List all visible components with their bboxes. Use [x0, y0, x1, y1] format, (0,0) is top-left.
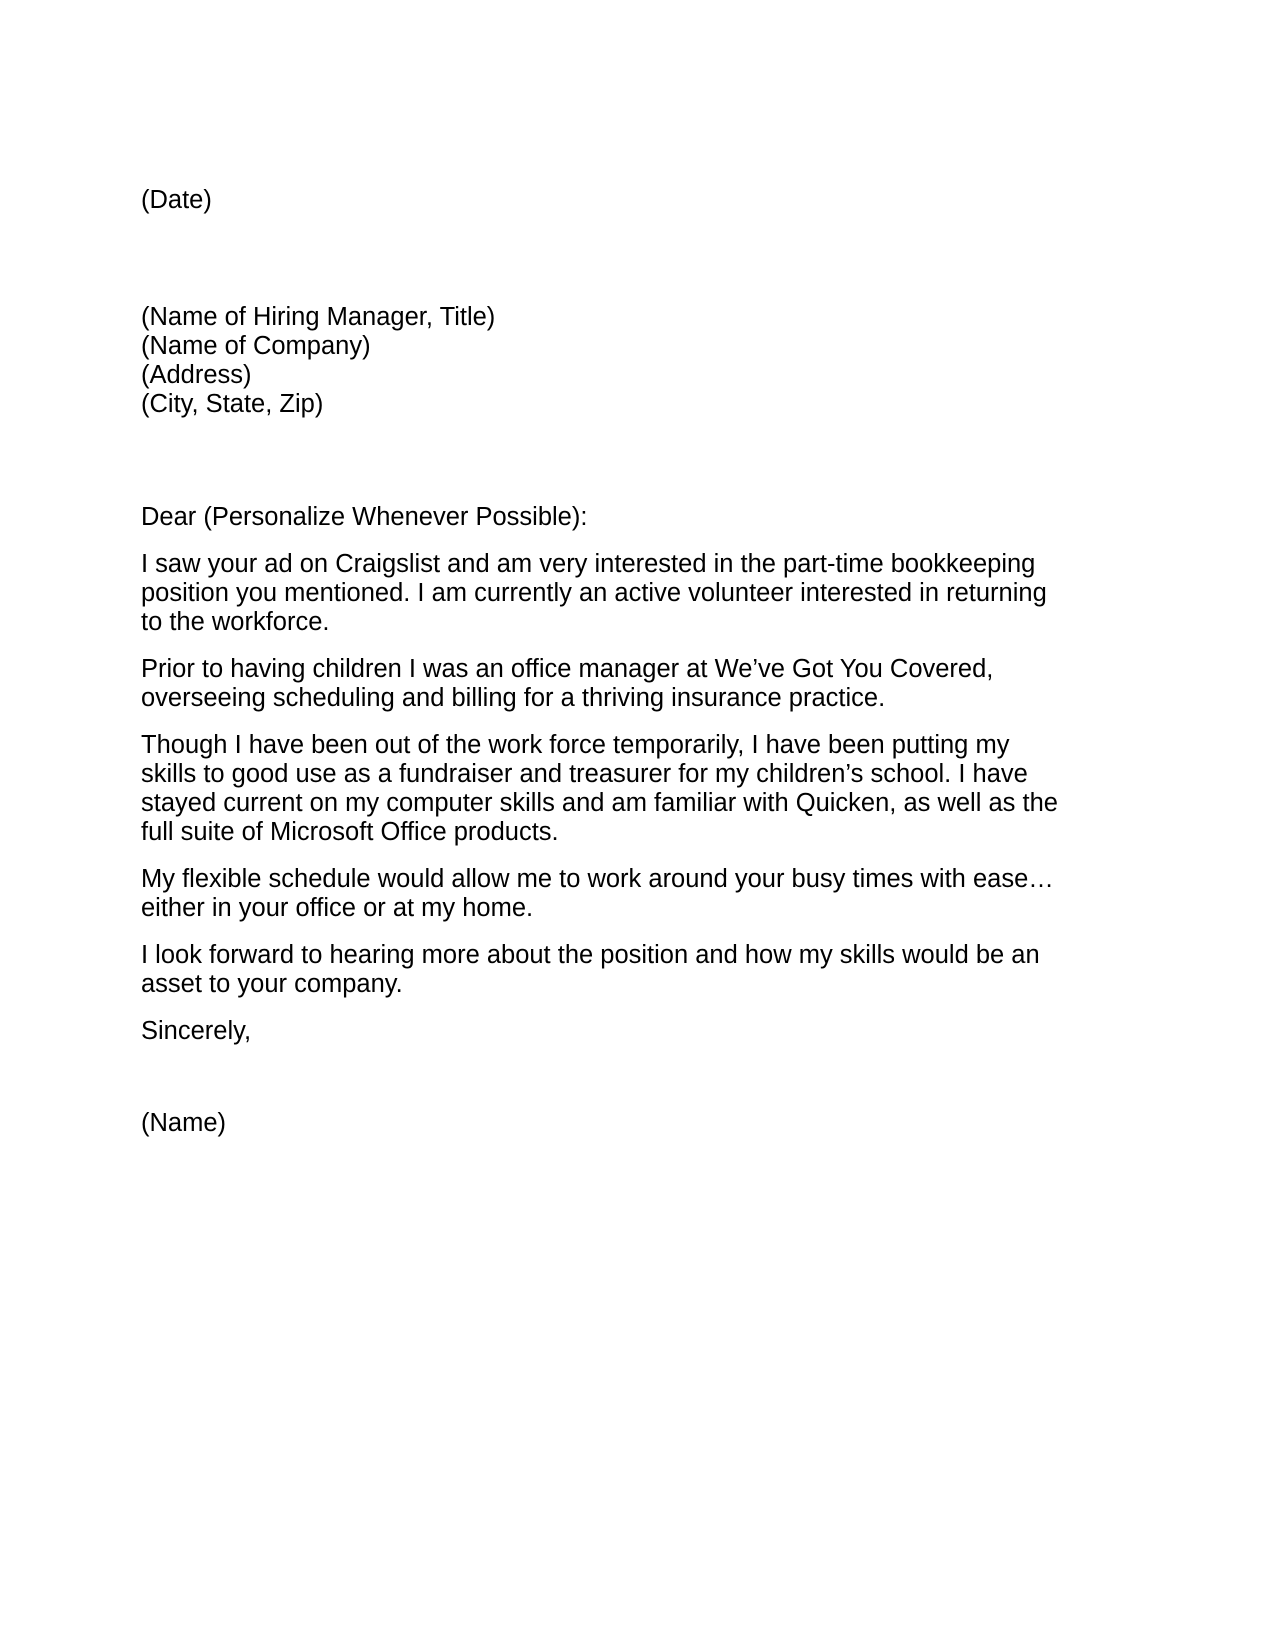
date-placeholder: (Date) — [141, 186, 212, 214]
letter-body — [141, 186, 1071, 1138]
signature-name-placeholder: (Name) — [141, 1109, 227, 1137]
body-paragraph-5: I look forward to hearing more about the position and how my skills would be an asset to your company. — [141, 941, 1040, 998]
recipient-line-manager: (Name of Hiring Manager, Title) — [141, 303, 496, 331]
spacer-paragraph-4 — [141, 923, 1071, 941]
recipient-line-city-state-zip: (City, State, Zip) — [141, 390, 324, 418]
spacer-paragraph-3 — [141, 847, 1071, 865]
body-paragraph-4: My flexible schedule would allow me to work around your busy times with ease…either in your office or at my home. — [141, 865, 1054, 922]
body-paragraph-1: I saw your ad on Craigslist and am very interested in the part-time bookkeeping position you mentioned. I am currently an active volunteer interested in returning to the workforce. — [141, 550, 1047, 636]
spacer-paragraph-5 — [141, 999, 1071, 1017]
body-paragraph-2: Prior to having children I was an office manager at We’ve Got You Covered, overseeing scheduling and billing for a thriving insurance practice. — [141, 655, 994, 712]
spacer-paragraph-2 — [141, 713, 1071, 731]
signature-space — [141, 1046, 1071, 1109]
salutation: Dear (Personalize Whenever Possible): — [141, 503, 588, 531]
closing-salutation: Sincerely, — [141, 1017, 252, 1045]
spacer-paragraph-1 — [141, 637, 1071, 655]
recipient-line-company: (Name of Company) — [141, 332, 371, 360]
spacer-after-salutation — [141, 532, 1071, 550]
spacer-after-address — [141, 419, 1071, 503]
spacer-after-date — [141, 215, 1071, 303]
body-paragraph-3: Though I have been out of the work force temporarily, I have been putting my skills to good use as a fundraiser and treasurer for my children’s school. I have stayed current on my computer skills and am familiar with Quicken, as well as the full suite of Microsoft Office products. — [141, 731, 1058, 846]
recipient-address-block — [141, 303, 1071, 419]
recipient-line-address: (Address) — [141, 361, 252, 389]
